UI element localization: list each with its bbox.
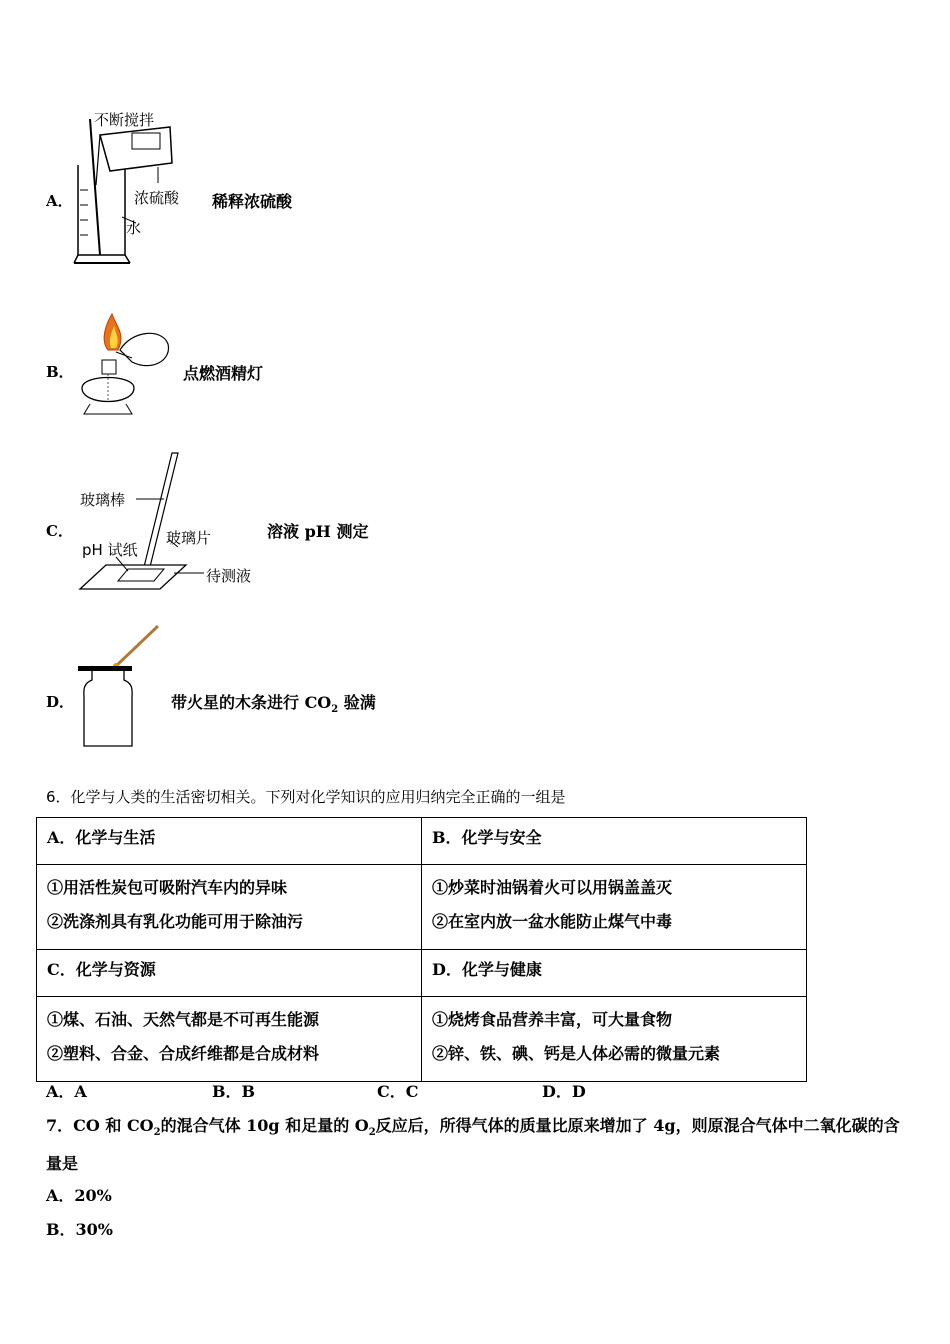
q6-answer-b[interactable]: B．B (212, 1082, 256, 1101)
alcohol-lamp-figure (72, 310, 177, 420)
q7-stem-line-2: 量是 (46, 1154, 79, 1173)
q7-part-3: 反应后，所得气体的质量比原来增加了 4g，则原混合气体中二氧化碳的含 (375, 1116, 900, 1135)
q6-answer-a[interactable]: A．A (46, 1082, 87, 1101)
label-solution: 待测液 (206, 567, 252, 585)
option-d-text-sub: 2 (331, 704, 339, 716)
q7-stem (46, 1113, 900, 1138)
option-a-label: A． (46, 192, 73, 210)
label-water: 水 (126, 219, 142, 237)
option-d-text (171, 690, 376, 715)
label-plate: 玻璃片 (166, 529, 212, 547)
cell-d-line-1: ①烧烤食品营养丰富，可大量食物 (432, 1010, 673, 1029)
cell-a-line-2: ②洗涤剂具有乳化功能可用于除油污 (47, 912, 304, 931)
cell-a-head: A．化学与生活 (37, 818, 422, 865)
cell-d-head: D．化学与健康 (422, 950, 807, 997)
option-d-label: D． (46, 693, 75, 711)
q7-sub-2: 2 (368, 1127, 376, 1139)
cell-d-line-2: ②锌、铁、碘、钙是人体必需的微量元素 (432, 1044, 721, 1063)
q6-table (36, 817, 807, 1082)
option-b-label: B． (46, 363, 74, 381)
cell-a-line-1: ①用活性炭包可吸附汽车内的异味 (47, 878, 288, 897)
ph-test-figure (76, 447, 266, 597)
cell-b-head: B．化学与安全 (422, 818, 807, 865)
co2-test-figure (76, 622, 166, 752)
option-b-text: 点燃酒精灯 (183, 364, 264, 383)
option-a-text: 稀释浓硫酸 (212, 192, 293, 211)
q6-stem: 6．化学与人类的生活密切相关。下列对化学知识的应用归纳完全正确的一组是 (46, 788, 566, 806)
option-c-label: C． (46, 522, 73, 540)
cell-b-body (422, 865, 807, 950)
option-d-text-tail: 验满 (338, 693, 376, 712)
cell-c-line-2: ②塑料、合金、合成纤维都是合成材料 (47, 1044, 320, 1063)
q7-option-a[interactable]: A．20% (46, 1186, 112, 1205)
label-stir: 不断搅拌 (94, 111, 155, 129)
q7-sub-1: 2 (153, 1127, 161, 1139)
option-d-text-main: 带火星的木条进行 CO (171, 693, 332, 712)
cell-b-line-2: ②在室内放一盆水能防止煤气中毒 (432, 912, 673, 931)
q6-answer-c[interactable]: C．C (377, 1082, 419, 1101)
label-rod: 玻璃棒 (80, 491, 126, 509)
cell-b-line-1: ①炒菜时油锅着火可以用锅盖盖灭 (432, 878, 673, 897)
q7-part-2: 的混合气体 10g 和足量的 O (160, 1116, 369, 1135)
option-c-text: 溶液 pH 测定 (267, 522, 369, 541)
label-acid: 浓硫酸 (134, 189, 180, 207)
cell-c-line-1: ①煤、石油、天然气都是不可再生能源 (47, 1010, 320, 1029)
q6-answer-d[interactable]: D．D (542, 1082, 586, 1101)
cell-c-body (37, 997, 422, 1082)
q7-option-b[interactable]: B．30% (46, 1220, 113, 1239)
label-ph-paper: pH 试纸 (82, 541, 138, 559)
dilute-acid-figure (70, 105, 200, 270)
q7-part-1: 7．CO 和 CO (46, 1116, 154, 1135)
cell-d-body (422, 997, 807, 1082)
cell-c-head: C．化学与资源 (37, 950, 422, 997)
cell-a-body (37, 865, 422, 950)
